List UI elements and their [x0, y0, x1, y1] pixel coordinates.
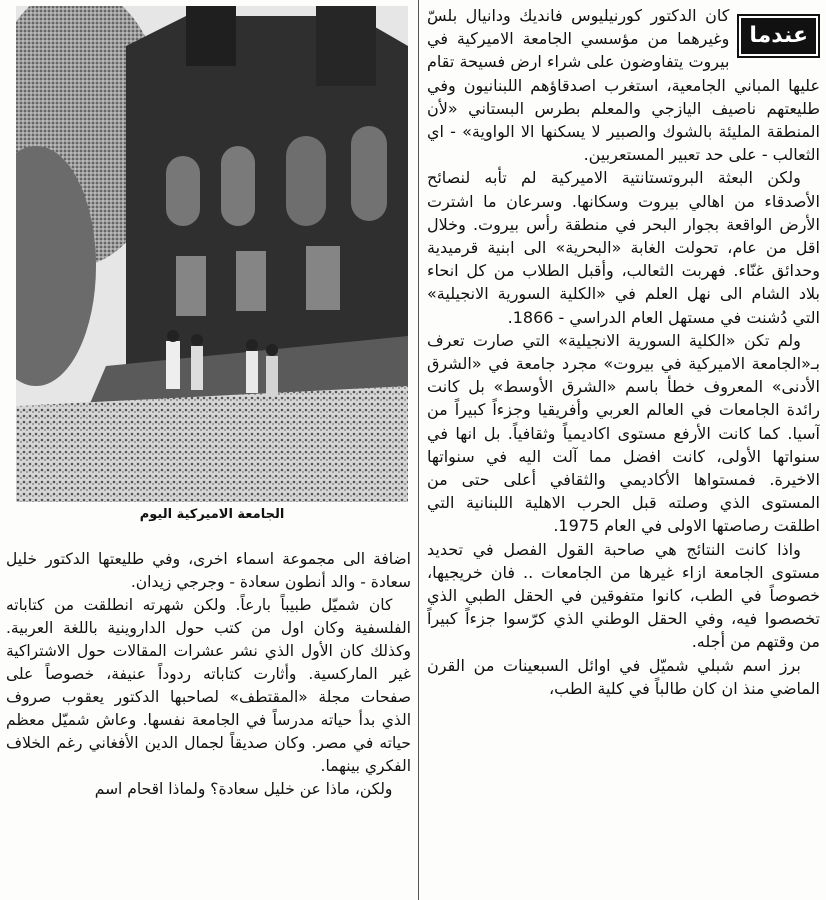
article-paragraph: اضافة الى مجموعة اسماء اخرى، وفي طليعتها الدكتور خليل سعادة - والد أنطون سعادة - وجرجي زيدان.: [6, 550, 411, 591]
article-column-right: [427, 4, 820, 900]
kicker-label: عندما: [737, 14, 820, 58]
article-paragraph: ولكن البعثة البروتستانتية الاميركية لم تأبه لنصائح الأصدقاء من اهالي بيروت وسكانها. وسرعان ما اشترت الأرض الواقعة بجوار البحر في منطقة رأس بيروت. وخلال اقل من عام، تحولت الغابة «البحرية» الى ابنية قرميدية وحدائق غنّاء. فهربت الثعالب، وأقبل الطلاب من كل انحاء بلاد الشام الى نهل العلم في «الكلية السورية الانجيلية» التي دُشنت في مستهل العام الدراسي - 1866.: [427, 168, 820, 327]
article-paragraph: كان الدكتور كورنيليوس فانديك ودانيال بلسّ وغيرهما من مؤسسي الجامعة الاميركية في بيروت يتفاوضون على شراء ارض فسيحة تقام عليها المباني الجامعية، استغرب اصدقاؤهم اللبنانيون وفي طليعتهم ناصيف اليازجي والمعلم بطرس البستاني «لأن المنطقة المليئة بالشوك والصبير لا يسكنها الا الواوية» - اي الثعالب - على حد تعبير المستعربين.: [427, 6, 820, 165]
article-paragraph: ولم تكن «الكلية السورية الانجيلية» التي صارت تعرف بـ«الجامعة الاميركية في بيروت» مجرد جامعة في «الشرق الأدنى» المعروف خطأ باسم «الشرق الأوسط» بل كانت رائدة الجامعات في العالم العربي وأفريقيا وجزءاً كبيراً من آسيا. كما كانت الأرفع مستوى اكاديمياً وثقافياً. بل انها في سنواتها الأولى، كانت افضل مما آلت اليه في سنواتها الاخيرة. فمستواها الأكاديمي والثقافي أعلى حتى من المستوى الذي وصلته قبل الحرب الاهلية اللبنانية التي اطلقت رصاصتها الاولى في العام 1975.: [427, 330, 820, 536]
article-paragraph: واذا كانت النتائج هي صاحبة القول الفصل في تحديد مستوى الجامعة ازاء غيرها من الجامعات .. فان خريجيها، خصوصاً في الطب، كانوا متفوقين في الحقل الطبي الذي تخصصوا فيه، وفي الحقل الوطني الذي كرّسوا جزءاً كبيراً من وقتهم من أجله.: [427, 539, 820, 652]
article-paragraph: ولكن، ماذا عن خليل سعادة؟ ولماذا اقحام اسم: [94, 780, 393, 798]
photo-caption: الجامعة الاميركية اليوم: [139, 507, 285, 522]
column-divider: [418, 0, 419, 900]
university-building-photo: [16, 6, 408, 502]
article-paragraph: كان شميّل طبيباً بارعاً. ولكن شهرته انطلقت من كتاباته الفلسفية وكان اول من كتب حول الداروينية باللغة العربية. وكذلك كان الأول الذي نشر عشرات المقالات حول الاشتراكية غير الماركسية. وأثارت كتاباته ردوداً عنيفة، خصوصاً على صفحات مجلة «المقتطف» لصاحبها الدكتور يعقوب صروف الذي بدأ حياته مدرساً في الجامعة نفسها. وعاش شميّل معظم حياته في مصر. وكان صديقاً لجمال الدين الأفغاني رغم الخلاف الفكري بينهما.: [6, 596, 411, 775]
building-photo-image: [16, 6, 408, 502]
article-paragraph: برز اسم شبلي شميّل في اوائل السبعينات من القرن الماضي منذ ان كان طالباً في كلية الطب،: [427, 655, 820, 698]
article-column-left: [6, 548, 411, 900]
